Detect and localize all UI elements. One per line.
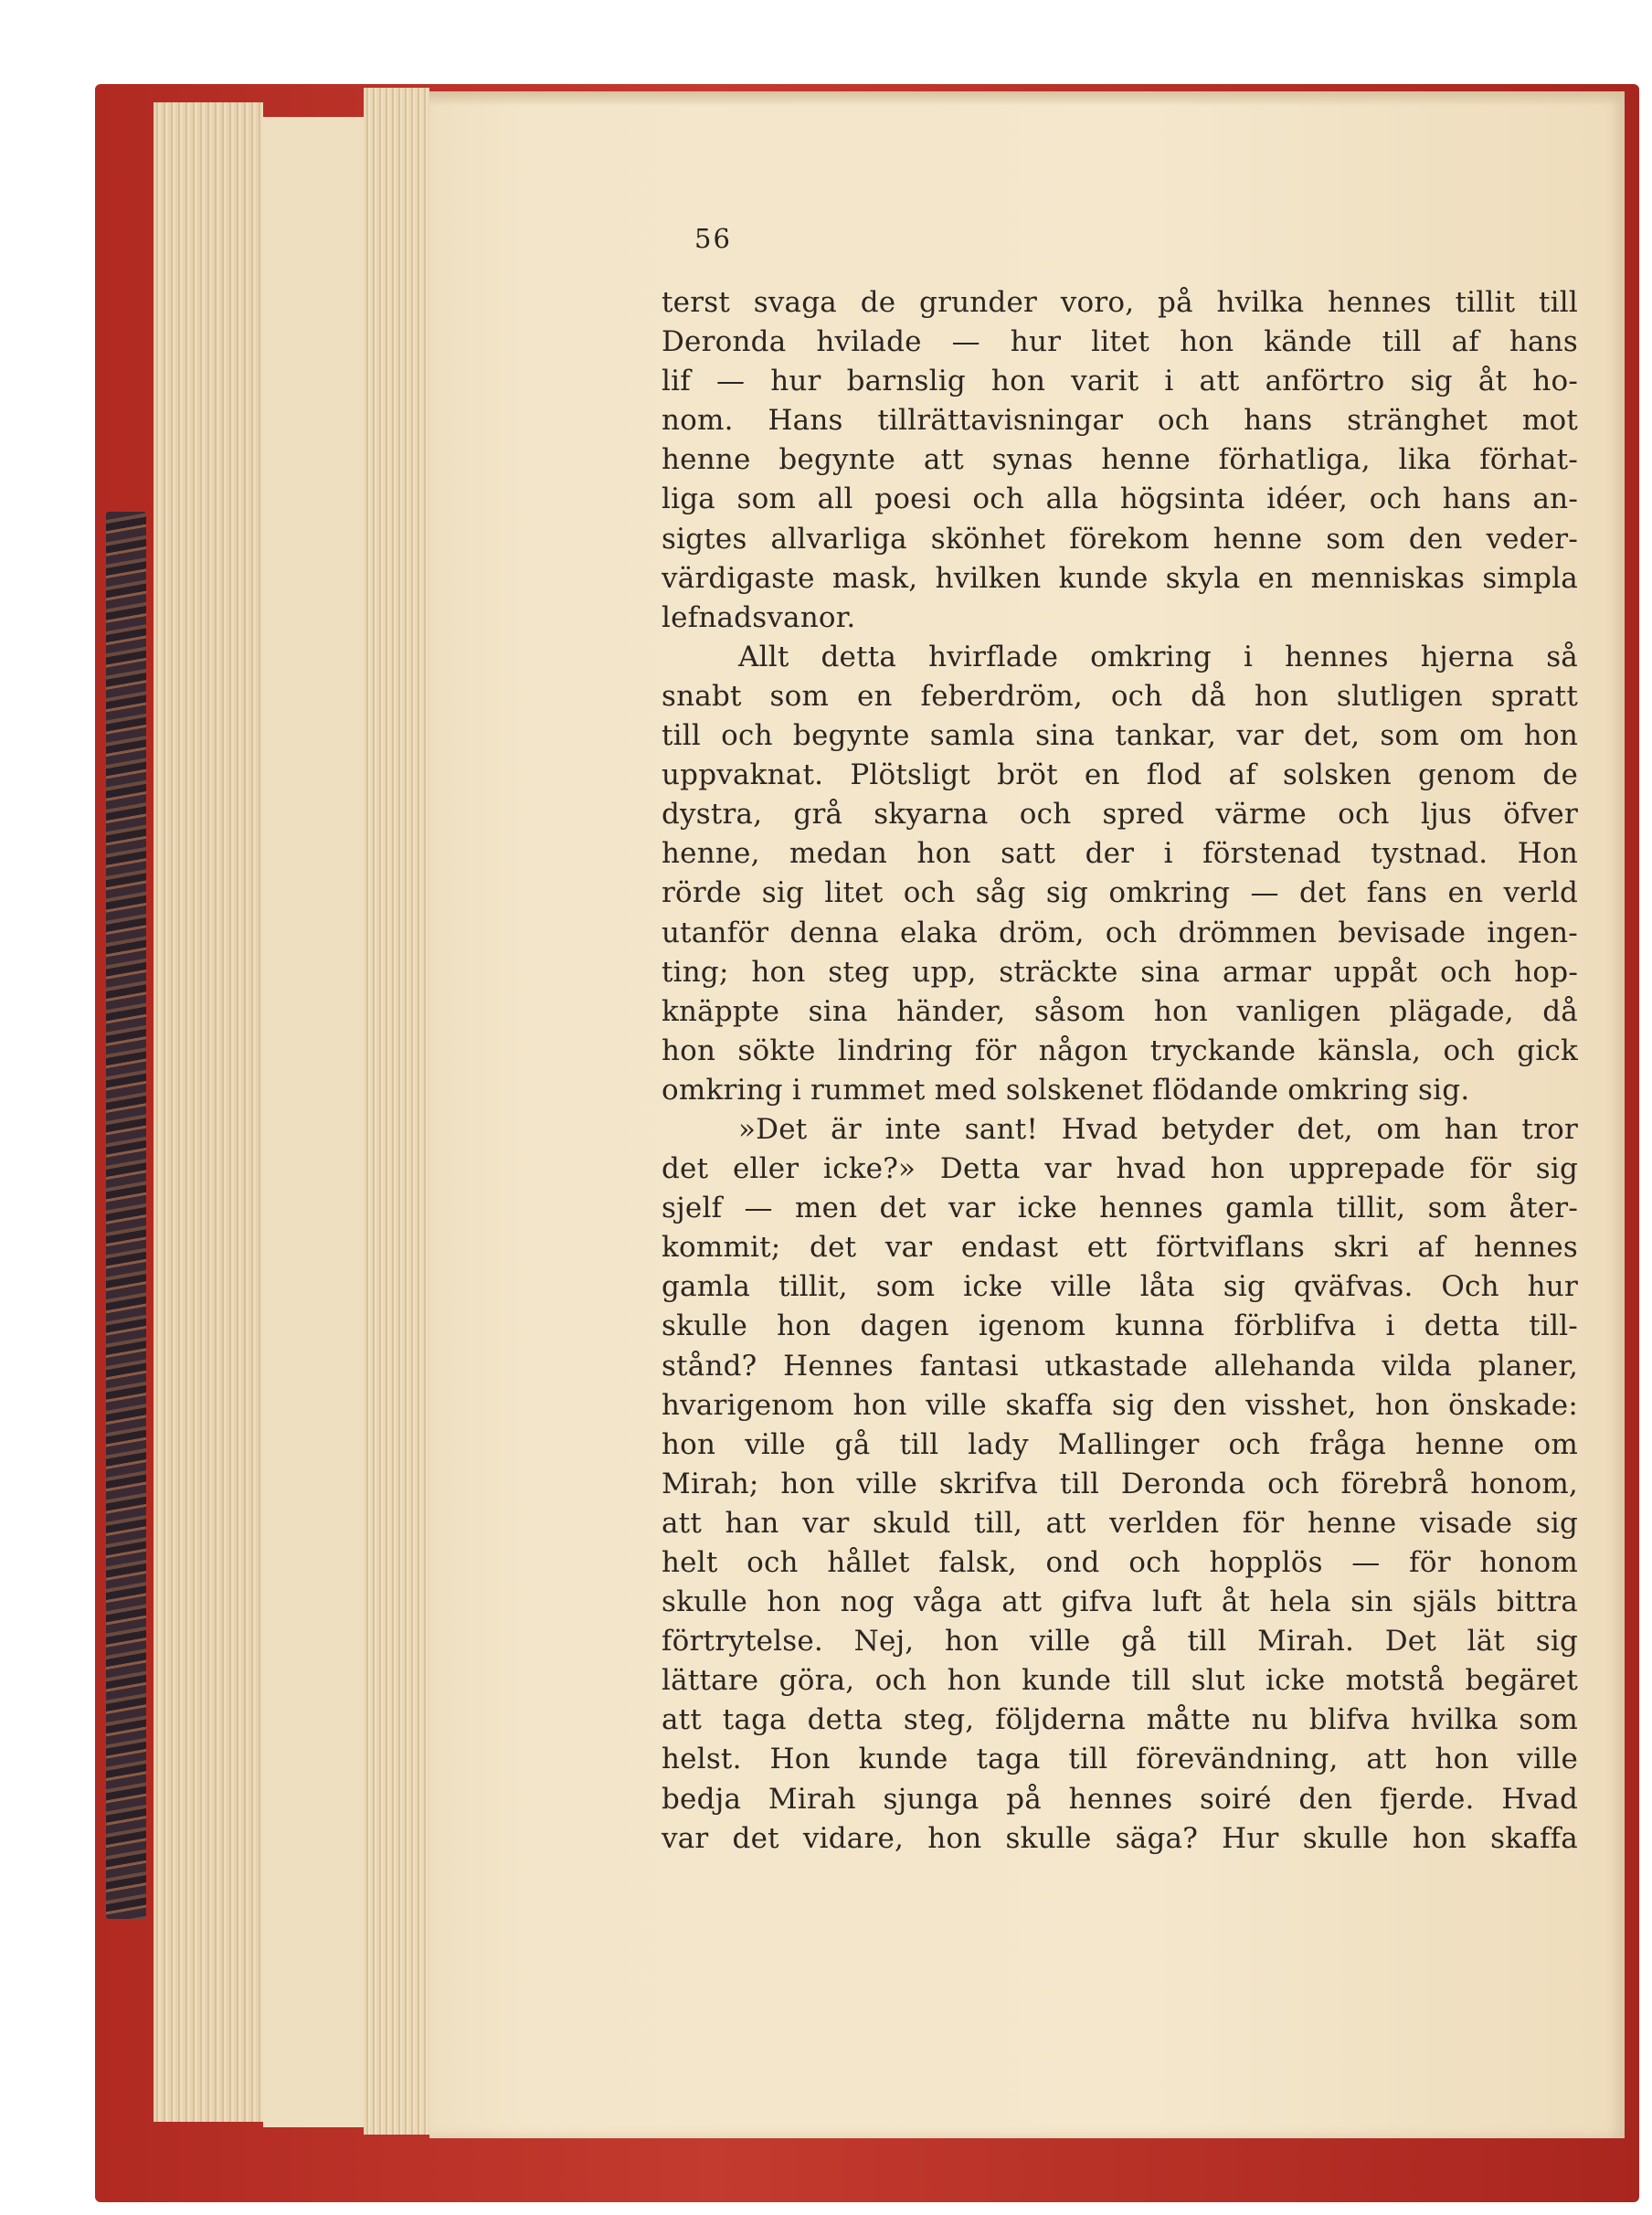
left-page-leaf: [263, 117, 375, 2127]
text-line: rörde sig litet och såg sig omkring — det fans en verld: [662, 876, 1578, 910]
text-line: hon sökte lindring för någon tryckande känsla, och gick: [662, 1033, 1578, 1067]
book-page: [429, 91, 1625, 2138]
marbled-spine-edge: [106, 512, 146, 1919]
text-line: »Det är inte sant! Hvad betyder det, om han tror: [738, 1112, 1578, 1146]
text-line: knäppte sina händer, såsom hon vanligen plägade, då: [662, 994, 1578, 1028]
text-line: lif — hur barnslig hon varit i att anförtro sig åt ho-: [662, 365, 1578, 398]
page-number: 56: [694, 223, 732, 254]
right-page-stack: [364, 88, 429, 2135]
text-line: sjelf — men det var icke hennes gamla tillit, som åter-: [662, 1192, 1578, 1225]
text-line: lefnadsvanor.: [662, 600, 856, 634]
text-line: skulle hon nog våga att gifva luft åt hela sin själs bittra: [662, 1585, 1578, 1619]
text-line: bedja Mirah sjunga på hennes soiré den fjerde. Hvad: [662, 1782, 1578, 1816]
text-line: dystra, grå skyarna och spred värme och ljus öfver: [662, 798, 1578, 832]
text-line: sigtes allvarliga skönhet förekom henne som den veder-: [662, 522, 1578, 556]
text-line: Mirah; hon ville skrifva till Deronda och förebrå honom,: [662, 1467, 1578, 1500]
text-line: omkring i rummet med solskenet flödande omkring sig.: [662, 1073, 1470, 1107]
text-line: lättare göra, och hon kunde till slut icke motstå begäret: [662, 1664, 1578, 1698]
text-line: kommit; det var endast ett förtviflans skri af hennes: [662, 1231, 1578, 1265]
text-line: stånd? Hennes fantasi utkastade allehanda vilda planer,: [662, 1349, 1578, 1383]
text-line: hvarigenom hon ville skaffa sig den visshet, hon önskade:: [662, 1388, 1578, 1422]
page-top-shadow: [429, 91, 1625, 106]
text-line: henne begynte att synas henne förhatliga, lika förhat-: [662, 443, 1578, 477]
text-line: förtrytelse. Nej, hon ville gå till Mirah. Det lät sig: [662, 1625, 1578, 1659]
text-line: henne, medan hon satt der i förstenad tystnad. Hon: [662, 837, 1578, 871]
text-line: Allt detta hvirflade omkring i hennes hjerna så: [738, 640, 1578, 673]
page-text: [662, 283, 1578, 1859]
text-line: hon ville gå till lady Mallinger och fråga henne om: [662, 1427, 1578, 1461]
text-line: till och begynte samla sina tankar, var det, som om hon: [662, 719, 1578, 753]
text-line: värdigaste mask, hvilken kunde skyla en menniskas simpla: [662, 561, 1578, 595]
text-line: ting; hon steg upp, sträckte sina armar uppåt och hop-: [662, 955, 1578, 989]
text-line: helt och hållet falsk, ond och hopplös — för honom: [662, 1546, 1578, 1579]
text-line: att taga detta steg, följderna måtte nu blifva hvilka som: [662, 1703, 1578, 1737]
left-page-stack: [154, 102, 263, 2122]
text-line: var det vidare, hon skulle säga? Hur skulle hon skaffa: [662, 1821, 1578, 1855]
text-line: att han var skuld till, att verlden för henne visade sig: [662, 1506, 1578, 1540]
text-line: liga som all poesi och alla högsinta idéer, och hans an-: [662, 482, 1578, 516]
text-line: skulle hon dagen igenom kunna förblifva i detta till-: [662, 1309, 1578, 1343]
text-line: utanför denna elaka dröm, och drömmen bevisade ingen-: [662, 916, 1578, 949]
text-line: uppvaknat. Plötsligt bröt en flod af solsken genom de: [662, 758, 1578, 792]
text-line: helst. Hon kunde taga till förevändning, att hon ville: [662, 1743, 1578, 1776]
text-line: terst svaga de grunder voro, på hvilka hennes tillit till: [662, 286, 1578, 319]
text-line: snabt som en feberdröm, och då hon slutligen spratt: [662, 679, 1578, 713]
text-line: gamla tillit, som icke ville låta sig qväfvas. Och hur: [662, 1270, 1578, 1304]
text-line: det eller icke?» Detta var hvad hon upprepade för sig: [662, 1152, 1578, 1186]
text-line: Deronda hvilade — hur litet hon kände till af hans: [662, 325, 1578, 359]
text-line: nom. Hans tillrättavisningar och hans stränghet mot: [662, 404, 1578, 438]
